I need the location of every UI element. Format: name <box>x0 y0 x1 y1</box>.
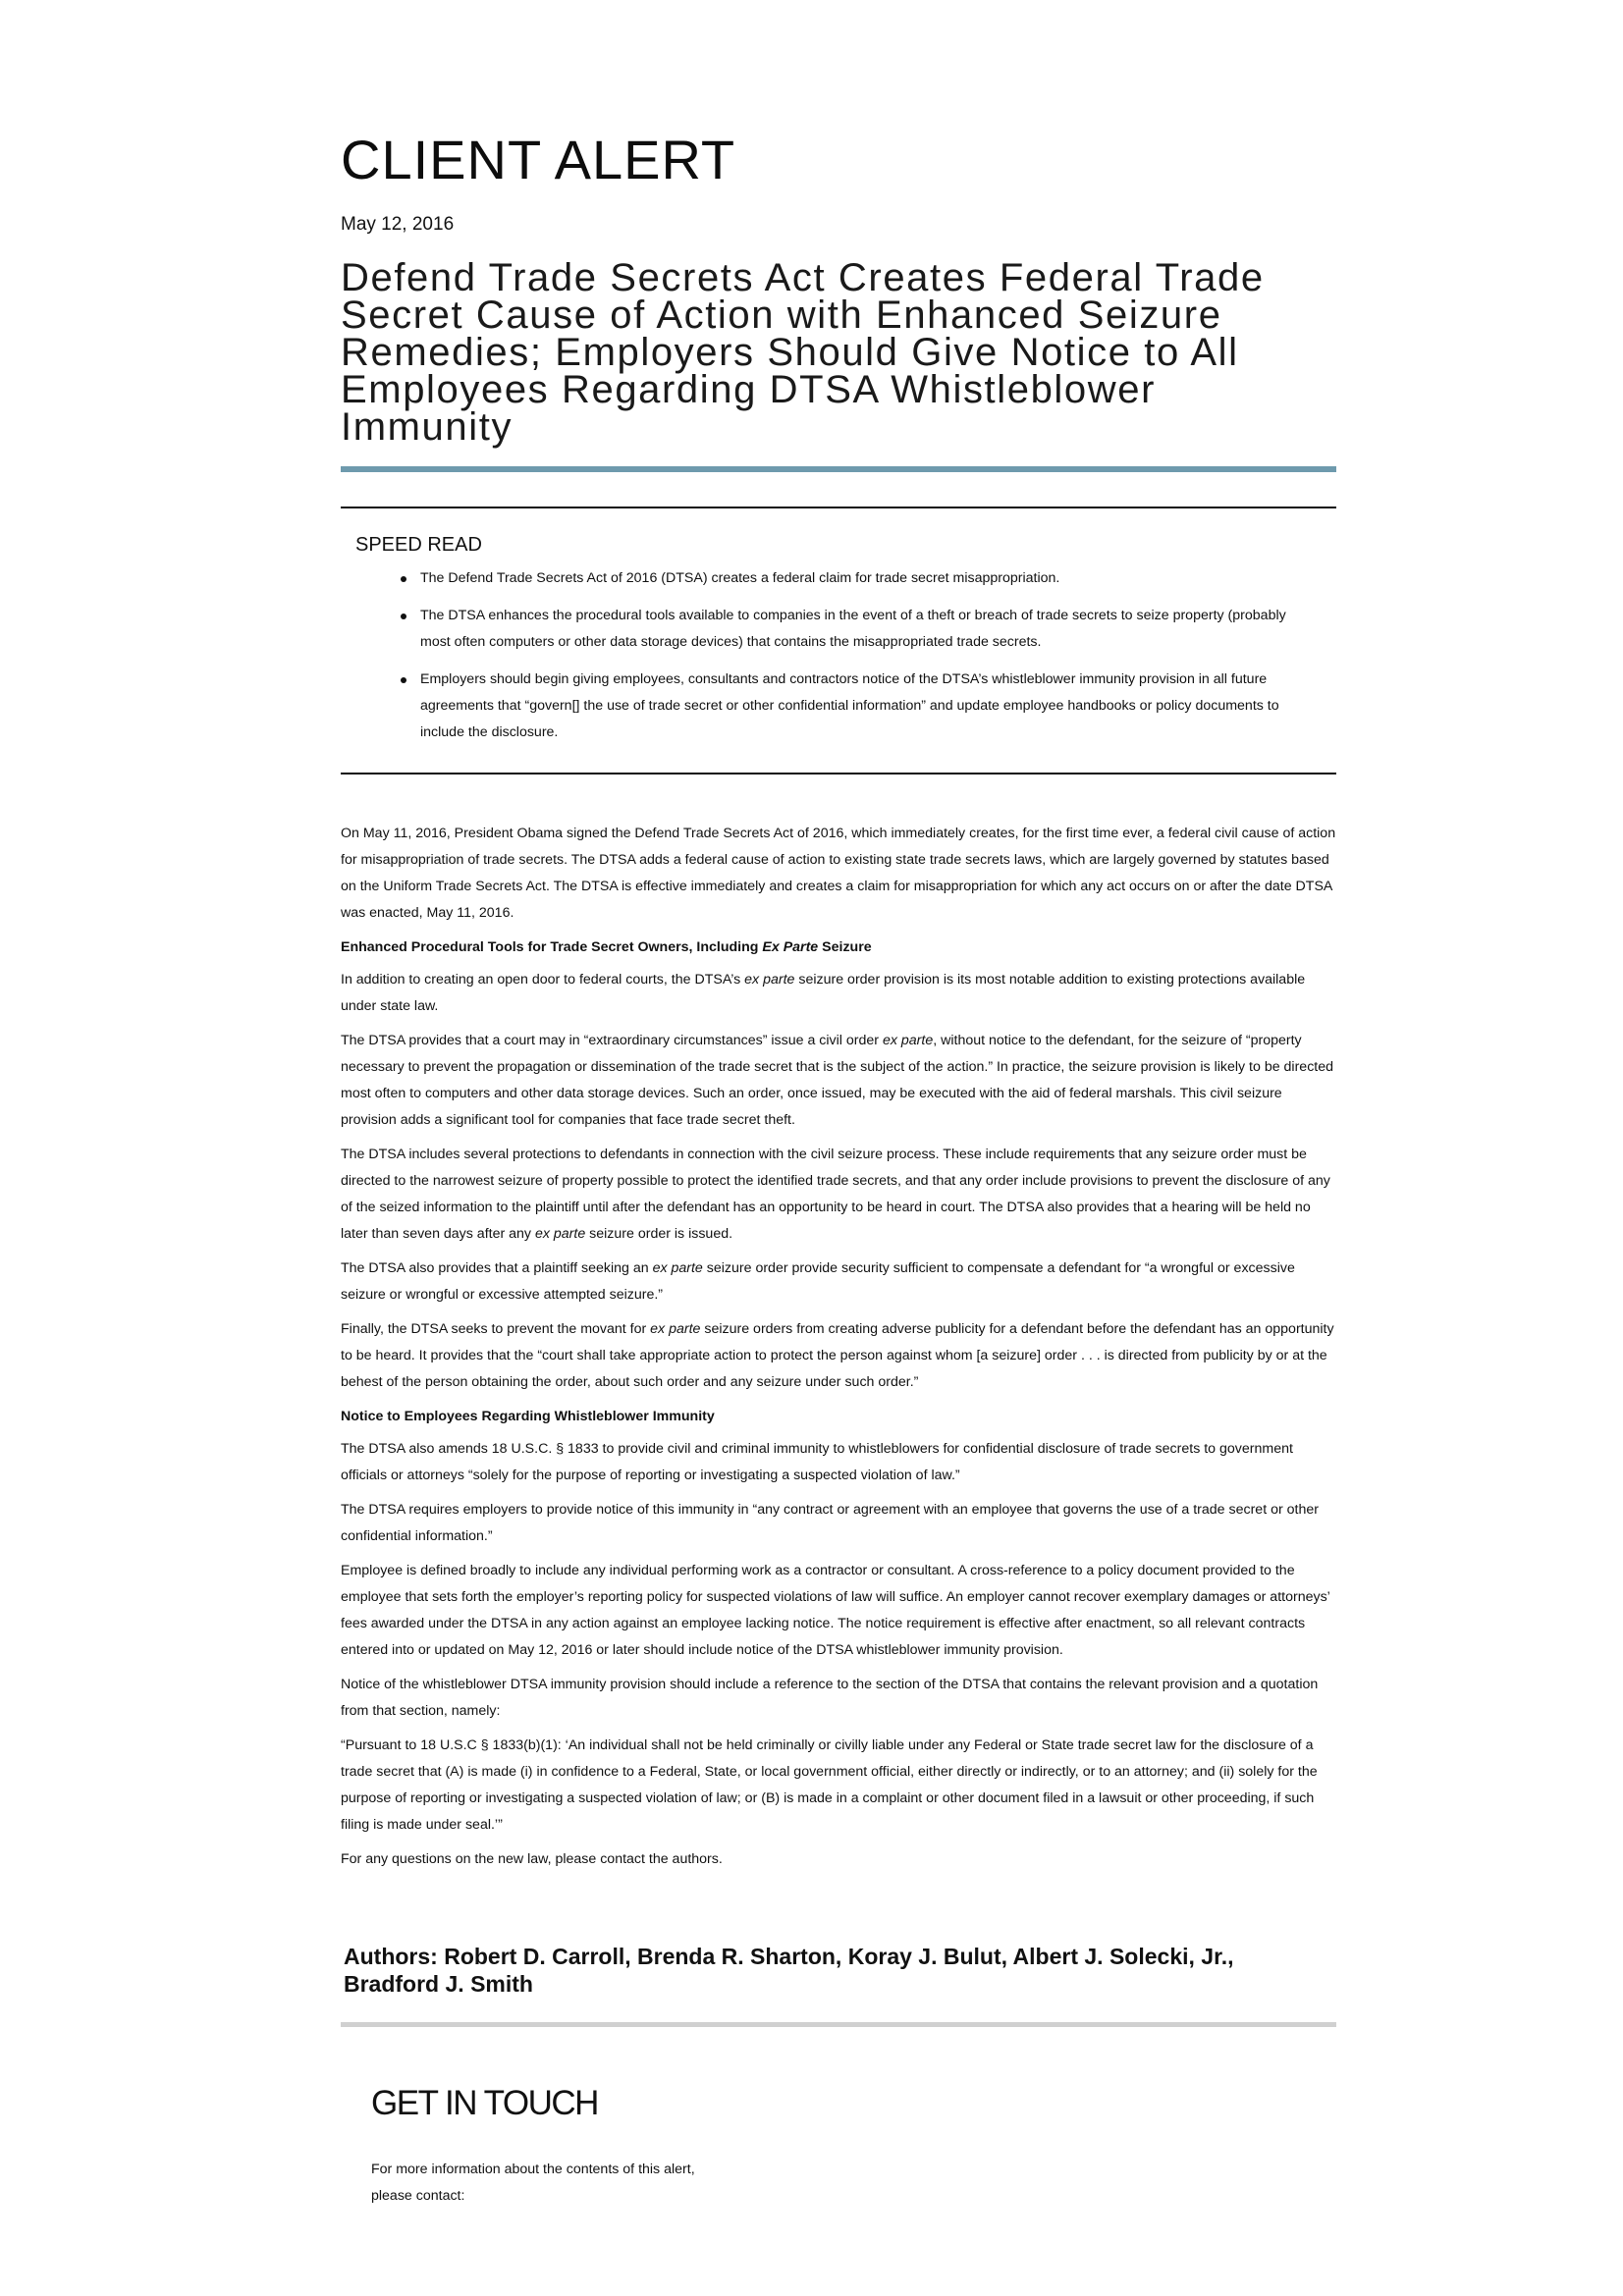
paragraph-text: The DTSA also provides that a plaintiff seeking an <box>341 1260 653 1276</box>
body-paragraph <box>341 1316 1336 1396</box>
paragraph-text: seizure order provide security sufficient to compensate a defendant for “a wrongful or excessive seizure or wrongful or excessive attempted seizure.” <box>341 1260 1295 1303</box>
paragraph-text: The DTSA provides that a court may in “extraordinary circumstances” issue a civil order <box>341 1033 883 1048</box>
bullet-icon <box>401 677 406 683</box>
paragraph-emphasis: ex parte <box>650 1321 701 1337</box>
paragraph-emphasis: ex parte <box>882 1033 934 1048</box>
body-paragraph: Employee is defined broadly to include any individual performing work as a contractor or consultant. A cross-reference to a policy document provided to the employee that sets forth the employer’s reporting policy for suspected violations of law will suffice. An employer cannot recover exemplary damages or attorneys’ fees awarded under the DTSA in any action against an employee lacking notice. The notice requirement is effective after enactment, so all relevant contracts entered into or updated on May 12, 2016 or later should include notice of the DTSA whistleblower immunity provision. <box>341 1563 1330 1658</box>
heading-emphasis: Ex Parte <box>762 939 819 955</box>
speed-read-item <box>420 565 1314 592</box>
section-heading-whistleblower: Notice to Employees Regarding Whistleblower Immunity <box>341 1409 715 1424</box>
body-paragraph <box>341 967 1336 1020</box>
body-paragraph <box>341 1142 1336 1248</box>
accent-divider <box>341 466 1336 472</box>
paragraph-text: seizure orders from creating adverse publicity for a defendant before the defendant has an opportunity to be heard. It provides that the “court shall take appropriate action to protect the person against whom [a seizure] order . . . is directed from publicity by or at the behest of the person obtaining the order, about such order and any seizure under such order.” <box>341 1321 1334 1390</box>
paragraph-emphasis: ex parte <box>534 1226 586 1242</box>
alert-date: May 12, 2016 <box>341 214 455 235</box>
speed-read-item-text: The DTSA enhances the procedural tools available to companies in the event of a theft or breach of trade secrets to seize property (probably most often computers or other data storage devices) that contains the misappropriated trade secrets. <box>420 608 1286 650</box>
section-heading-seizure <box>341 934 1336 961</box>
paragraph-text: The DTSA includes several protections to defendants in connection with the civil seizure process. These include requirements that any seizure order must be directed to the narrowest seizure of property possible to protect the identified trade secrets, and that any order include provisions to prevent the disclosure of any of the seized information to the plaintiff until after the defendant has an opportunity to be heard in court. The DTSA also provides that a hearing will be held no later than seven days after any <box>341 1147 1330 1242</box>
body-paragraph: On May 11, 2016, President Obama signed the Defend Trade Secrets Act of 2016, which immediately creates, for the first time ever, a federal civil cause of action for misappropriation of trade secrets. The DTSA adds a federal cause of action to existing state trade secrets laws, which are largely governed by statutes based on the Uniform Trade Secrets Act. The DTSA is effective immediately and creates a claim for misappropriation for which any act occurs on or after the date DTSA was enacted, May 11, 2016. <box>341 826 1336 921</box>
speed-read-item-text: The Defend Trade Secrets Act of 2016 (DTSA) creates a federal claim for trade secret misappropriation. <box>420 570 1060 586</box>
body-paragraph <box>341 1255 1336 1308</box>
paragraph-text: Finally, the DTSA seeks to prevent the movant for <box>341 1321 651 1337</box>
statutory-quotation: “Pursuant to 18 U.S.C § 1833(b)(1): ‘An individual shall not be held criminally or civilly liable under any Federal or State trade secret law for the disclosure of a trade secret that (A) is made (i) in confidence to a Federal, State, or local government official, either directly or indirectly, or to an attorney; and (ii) solely for the purpose of reporting or investigating a suspected violation of law; or (B) is made in a complaint or other document filed in a lawsuit or other proceeding, if such filing is made under seal.’” <box>341 1737 1318 1833</box>
speed-read-list <box>420 565 1314 757</box>
authors-line: Authors: Robert D. Carroll, Brenda R. Sharton, Koray J. Bulut, Albert J. Solecki, Jr., Bradford J. Smith <box>344 1944 1234 1997</box>
article-body <box>341 821 1336 1881</box>
paragraph-text: In addition to creating an open door to federal courts, the DTSA’s <box>341 972 745 988</box>
get-in-touch-line: please contact: <box>371 2188 465 2204</box>
speed-read-item-text: Employers should begin giving employees, consultants and contractors notice of the DTSA’s whistleblower immunity provision in all future agreements that “govern[] the use of trade secret or other confidential information” and update employee handbooks or policy documents to include the disclosure. <box>420 671 1279 740</box>
body-paragraph: For any questions on the new law, please contact the authors. <box>341 1851 723 1867</box>
speed-read-top-rule <box>341 507 1336 508</box>
bullet-icon <box>401 614 406 619</box>
alert-title: CLIENT ALERT <box>341 129 736 190</box>
paragraph-text: seizure order is issued. <box>585 1226 733 1242</box>
bullet-icon <box>401 576 406 582</box>
paragraph-text: seizure order provision is its most notable addition to existing protections available under state law. <box>341 972 1306 1014</box>
paragraph-text: , without notice to the defendant, for the seizure of “property necessary to prevent the propagation or dissemination of the trade secret that is the subject of the action.” In practice, the seizure provision is likely to be directed most often to computers and other data storage devices. Such an order, once issued, may be executed with the aid of federal marshals. This civil seizure provision adds a significant tool for companies that face trade secret theft. <box>341 1033 1334 1128</box>
get-in-touch-title: GET IN TOUCH <box>371 2084 598 2122</box>
body-paragraph: The DTSA requires employers to provide notice of this immunity in “any contract or agreement with an employee that governs the use of a trade secret or other confidential information.” <box>341 1502 1319 1544</box>
heading-text: Enhanced Procedural Tools for Trade Secret Owners, Including <box>341 939 763 955</box>
speed-read-item <box>420 603 1314 656</box>
body-paragraph <box>341 1028 1336 1134</box>
speed-read-bottom-rule <box>341 773 1336 774</box>
headline: Defend Trade Secrets Act Creates Federal Trade Secret Cause of Action with Enhanced Seizure Remedies; Employers Should Give Notice to All Employees Regarding DTSA Whistleblower Immunity <box>341 256 1265 449</box>
body-paragraph: The DTSA also amends 18 U.S.C. § 1833 to provide civil and criminal immunity to whistleblowers for confidential disclosure of trade secrets to government officials or attorneys “solely for the purpose of reporting or investigating a suspected violation of law.” <box>341 1441 1293 1483</box>
get-in-touch-text <box>371 2157 784 2210</box>
paragraph-emphasis: ex parte <box>652 1260 703 1276</box>
grey-divider <box>341 2022 1336 2027</box>
speed-read-title: SPEED READ <box>355 534 482 556</box>
heading-text: Seizure <box>818 939 872 955</box>
get-in-touch-line: For more information about the contents of this alert, <box>371 2162 695 2177</box>
speed-read-item <box>420 667 1314 746</box>
paragraph-emphasis: ex parte <box>744 972 795 988</box>
body-paragraph: Notice of the whistleblower DTSA immunity provision should include a reference to the section of the DTSA that contains the relevant provision and a quotation from that section, namely: <box>341 1677 1319 1719</box>
